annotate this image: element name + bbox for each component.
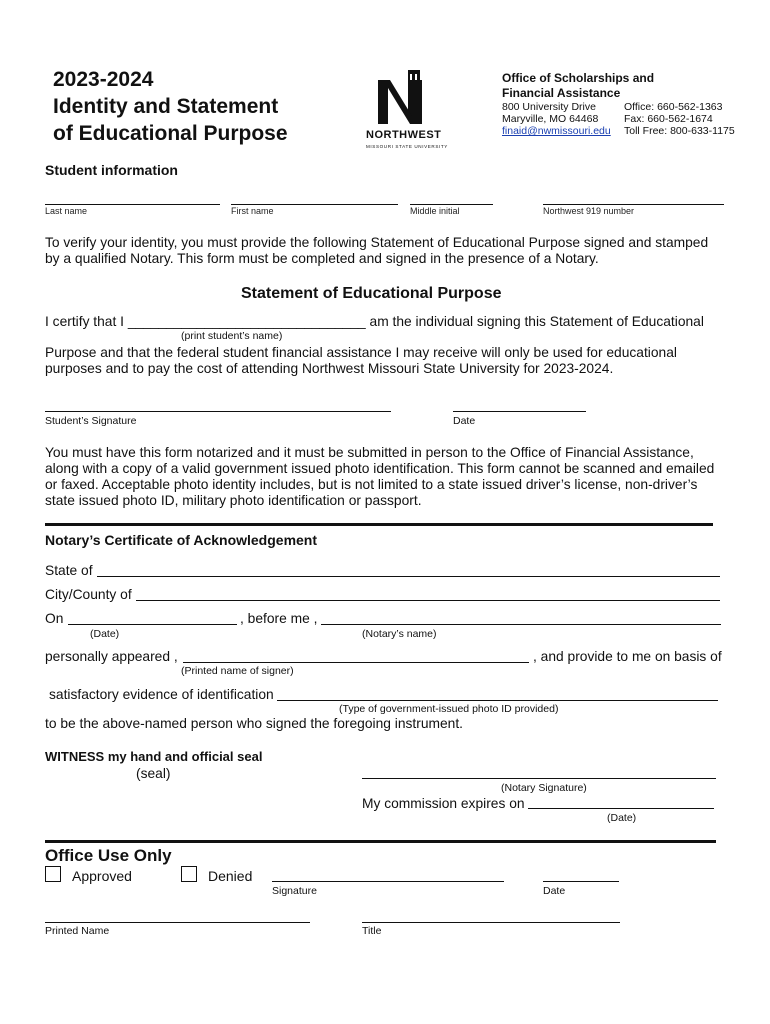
office-date-label: Date bbox=[543, 885, 566, 897]
logo-subtitle: MISSOURI STATE UNIVERSITY bbox=[366, 144, 448, 149]
city-county-label: City/County of bbox=[45, 587, 132, 602]
on-label: On bbox=[45, 611, 64, 626]
printed-name-label: Printed Name bbox=[45, 925, 110, 937]
office-address bbox=[502, 101, 611, 137]
city-county-field[interactable] bbox=[136, 600, 720, 601]
denied-label: Denied bbox=[208, 868, 253, 884]
divider-1 bbox=[45, 523, 713, 526]
statement-body bbox=[45, 345, 677, 377]
verify-line2: by a qualified Notary. This form must be completed and signed in the presence of a Notary. bbox=[45, 251, 599, 266]
notary-date-field[interactable] bbox=[68, 624, 237, 625]
form-title-line2: Identity and Statement bbox=[53, 95, 279, 118]
office-fax: Fax: 660-562-1674 bbox=[624, 113, 713, 125]
office-signature-field[interactable] bbox=[272, 881, 504, 882]
student-info-heading: Student information bbox=[45, 162, 178, 178]
notarize-line2: along with a copy of a valid government issued photo identification. This form cannot be scanned and emailed bbox=[45, 461, 715, 476]
approved-checkbox[interactable] bbox=[45, 866, 61, 882]
form-title-year: 2023-2024 bbox=[53, 68, 154, 91]
nw-number-label: Northwest 919 number bbox=[543, 206, 635, 216]
commission-date-hint: (Date) bbox=[607, 812, 637, 824]
office-date-field[interactable] bbox=[543, 881, 619, 882]
witness-text: WITNESS my hand and official seal bbox=[45, 749, 263, 764]
notary-name-hint: (Notary’s name) bbox=[362, 628, 437, 640]
office-address-street: 800 University Drive bbox=[502, 101, 596, 113]
commission-label: My commission expires on bbox=[362, 796, 525, 811]
student-signature-label: Student’s Signature bbox=[45, 415, 137, 427]
office-use-heading: Office Use Only bbox=[45, 846, 172, 865]
office-signature-label: Signature bbox=[272, 885, 317, 897]
before-me-label: , before me , bbox=[240, 611, 318, 626]
office-phones bbox=[624, 101, 735, 137]
student-name-blank[interactable]: _______________________________ bbox=[127, 314, 366, 329]
notarize-line1: You must have this form notarized and it must be submitted in person to the Office of Financial Assistance, bbox=[45, 445, 694, 460]
notary-signature-hint: (Notary Signature) bbox=[501, 782, 587, 794]
statement-line2: Purpose and that the federal student financial assistance I may receive will only be used for educational bbox=[45, 345, 677, 360]
notary-name-field[interactable] bbox=[321, 624, 721, 625]
certify-prefix: I certify that I bbox=[45, 314, 128, 329]
office-name-line1: Office of Scholarships and bbox=[502, 71, 655, 85]
verify-paragraph bbox=[45, 235, 708, 267]
first-name-field[interactable] bbox=[231, 204, 398, 205]
statement-line3: purposes and to pay the cost of attending Northwest Missouri State University for 2023-2024. bbox=[45, 361, 614, 376]
state-of-field[interactable] bbox=[97, 576, 720, 577]
office-name-line2: Financial Assistance bbox=[502, 86, 621, 100]
title-field[interactable] bbox=[362, 922, 620, 923]
id-type-hint: (Type of government-issued photo ID provided) bbox=[339, 703, 559, 715]
notary-signature-field[interactable] bbox=[362, 778, 716, 779]
office-email-link[interactable]: finaid@nwmissouri.edu bbox=[502, 125, 611, 137]
divider-2 bbox=[45, 840, 716, 843]
verify-line1: To verify your identity, you must provide the following Statement of Educational Purpose signed and stamped bbox=[45, 235, 709, 250]
middle-initial-label: Middle initial bbox=[410, 206, 460, 216]
notarize-paragraph bbox=[45, 445, 714, 509]
middle-initial-field[interactable] bbox=[410, 204, 493, 205]
statement-heading: Statement of Educational Purpose bbox=[241, 285, 502, 302]
student-signature-field[interactable] bbox=[45, 411, 391, 412]
student-date-field[interactable] bbox=[453, 411, 586, 412]
notarize-line3: or faxed. Acceptable photo identity includes, but is not limited to a state issued driver’s license, non-driver’s bbox=[45, 477, 698, 492]
northwest-logo bbox=[360, 68, 450, 158]
form-title bbox=[53, 66, 353, 147]
id-type-field[interactable] bbox=[277, 700, 718, 701]
state-of-label: State of bbox=[45, 563, 93, 578]
denied-checkbox[interactable] bbox=[181, 866, 197, 882]
certify-line bbox=[45, 314, 704, 330]
seal-label: (seal) bbox=[136, 766, 171, 781]
last-name-label: Last name bbox=[45, 206, 88, 216]
printed-signer-hint: (Printed name of signer) bbox=[181, 665, 294, 677]
above-named-text: to be the above-named person who signed the foregoing instrument. bbox=[45, 716, 464, 731]
first-name-label: First name bbox=[231, 206, 274, 216]
notary-date-hint: (Date) bbox=[90, 628, 120, 640]
notarize-line4: state issued photo ID, military photo identification or passport. bbox=[45, 493, 422, 508]
commission-date-field[interactable] bbox=[528, 808, 714, 809]
satisfactory-label: satisfactory evidence of identification bbox=[49, 687, 274, 702]
provide-basis-label: , and provide to me on basis of bbox=[533, 649, 722, 664]
nw-number-field[interactable] bbox=[543, 204, 724, 205]
personally-appeared-label: personally appeared , bbox=[45, 649, 178, 664]
title-label: Title bbox=[362, 925, 382, 937]
notary-heading: Notary’s Certificate of Acknowledgement bbox=[45, 532, 318, 548]
approved-label: Approved bbox=[72, 868, 132, 884]
logo-name: NORTHWEST bbox=[366, 129, 442, 141]
office-phone: Office: 660-562-1363 bbox=[624, 101, 723, 113]
form-title-line3: of Educational Purpose bbox=[53, 122, 288, 145]
certify-suffix: am the individual signing this Statement of Educational bbox=[365, 314, 704, 329]
office-name bbox=[502, 71, 654, 101]
print-name-hint: (print student’s name) bbox=[181, 330, 283, 342]
signer-name-field[interactable] bbox=[183, 662, 529, 663]
printed-name-field[interactable] bbox=[45, 922, 310, 923]
student-date-label: Date bbox=[453, 415, 476, 427]
office-tollfree: Toll Free: 800-633-1175 bbox=[624, 125, 735, 137]
office-address-city: Maryville, MO 64468 bbox=[502, 113, 599, 125]
last-name-field[interactable] bbox=[45, 204, 220, 205]
